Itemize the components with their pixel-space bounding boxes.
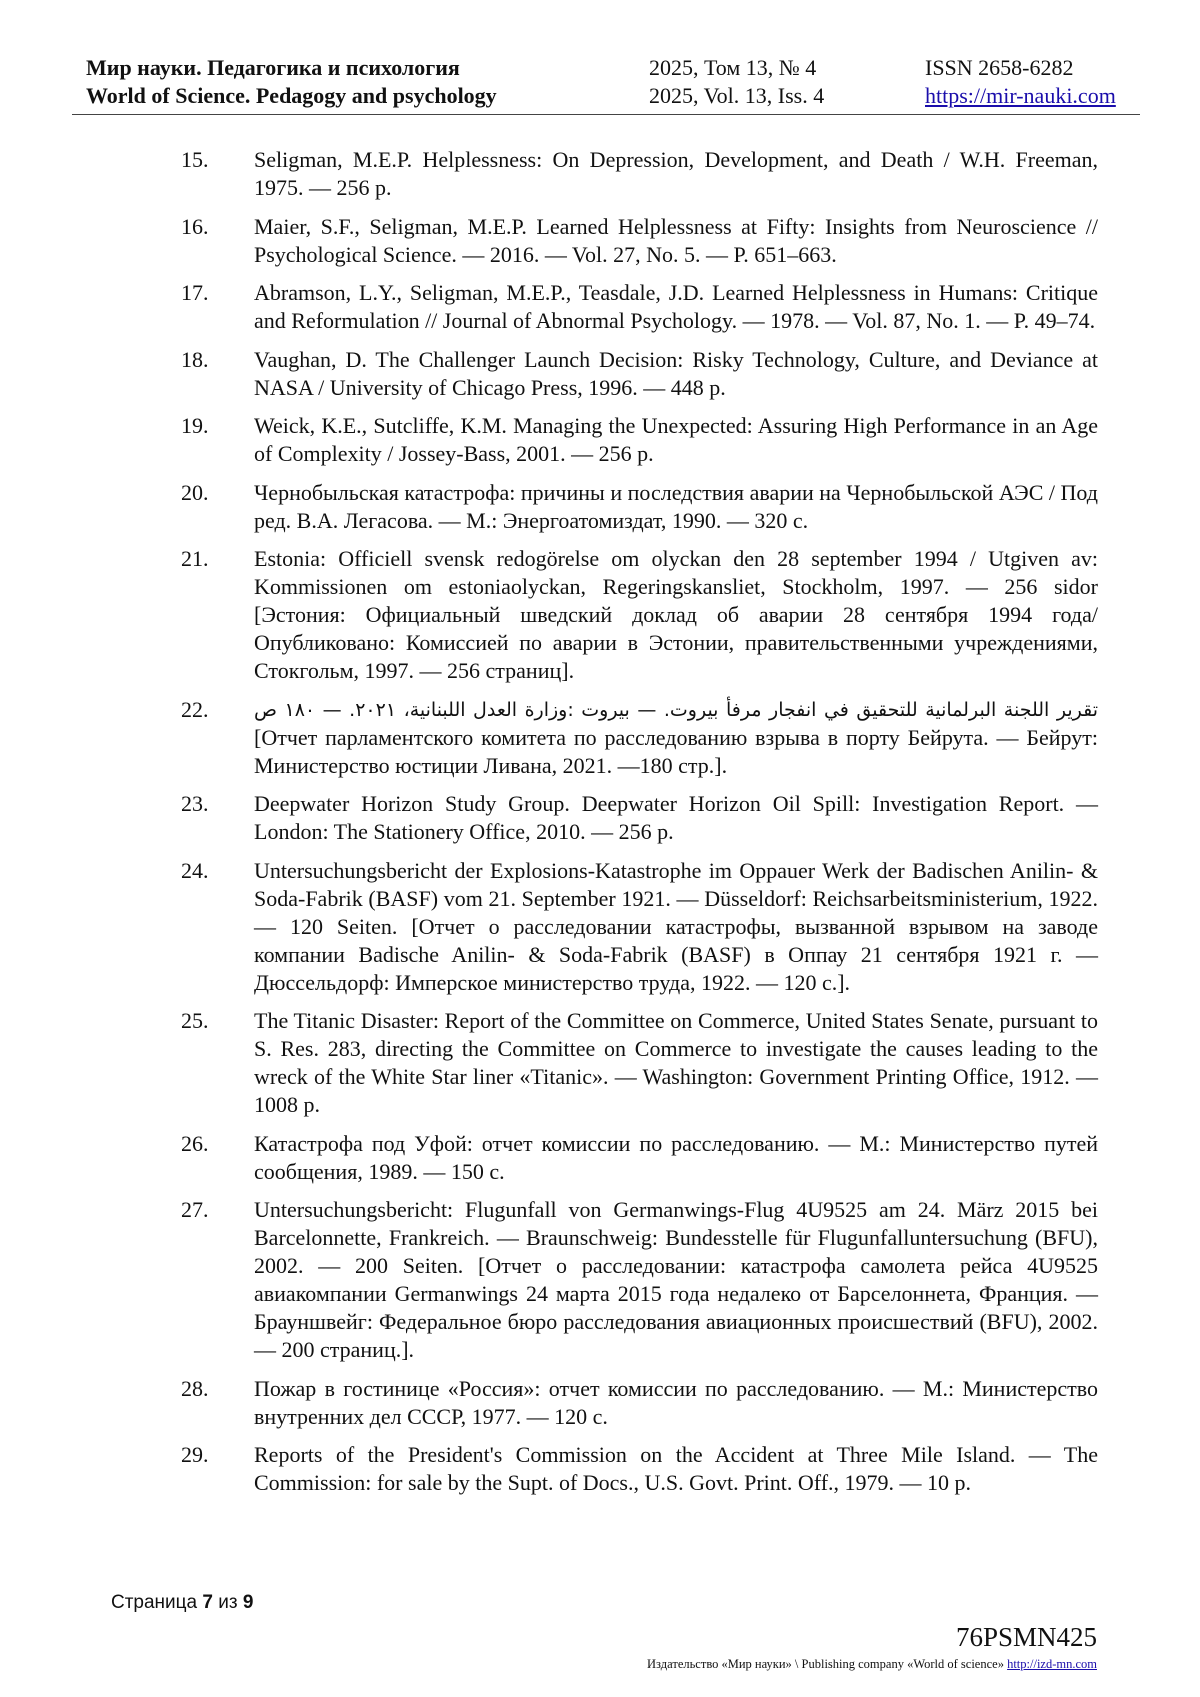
reference-item — [181, 545, 1098, 685]
publisher-line — [647, 1656, 1097, 1672]
reference-number: 19. — [181, 413, 209, 438]
reference-item — [181, 213, 1098, 269]
reference-item — [181, 1130, 1098, 1186]
reference-number: 25. — [181, 1008, 209, 1033]
article-code: 76PSMN425 — [955, 1622, 1097, 1652]
reference-text: Reports of the President's Commission on the Accident at Three Mile Island. — The Commission: for sale by the Supt. of Docs., U.S. Govt. Print. Off., 1979. — 10 p. — [254, 1442, 1098, 1495]
reference-text: Пожар в гостинице «Россия»: отчет комиссии по расследованию. — М.: Министерство внутренних дел СССР, 1977. — 120 с. — [254, 1375, 1098, 1429]
reference-text: Катастрофа под Уфой: отчет комиссии по расследованию. — М.: Министерство путей сообщения, 1989. — 150 с. — [254, 1130, 1098, 1184]
reference-number: 28. — [181, 1375, 209, 1401]
reference-number: 18. — [181, 346, 209, 372]
reference-number: 21. — [181, 546, 209, 571]
reference-list — [181, 146, 1098, 1508]
reference-text: Weick, K.E., Sutcliffe, K.M. Managing the Unexpected: Assuring High Performance in an Age of Complexity / Jossey-Bass, 2001. — 256 p. — [254, 413, 1098, 466]
reference-number: 16. — [181, 213, 209, 239]
reference-item — [181, 412, 1098, 468]
page-of: из — [218, 1592, 238, 1613]
reference-item — [181, 146, 1098, 202]
reference-text: Abramson, L.Y., Seligman, M.E.P., Teasdale, J.D. Learned Helplessness in Humans: Critique and Reformulation // Journal of Abnormal Psychology. — 1978. — Vol. 87, No. 1. — P. 49–74. — [254, 280, 1098, 333]
reference-text: Deepwater Horizon Study Group. Deepwater Horizon Oil Spill: Investigation Report. — London: The Stationery Office, 2010. — 256 p. — [254, 791, 1098, 844]
reference-item — [181, 1196, 1098, 1364]
reference-number: 27. — [181, 1197, 209, 1222]
journal-title-ru: Мир науки. Педагогика и психология — [86, 55, 460, 80]
reference-number: 24. — [181, 857, 209, 883]
reference-item — [181, 1441, 1098, 1497]
reference-text: Estonia: Officiell svensk redogörelse om olyckan den 28 september 1994 / Utgiven av: Kommissionen om estoniaolyckan, Regeringskansliet, Stockholm, 1997. — 256 sidor [Эстония: Официальный шведский доклад об аварии 28 сентября 1994 года/Опубликовано: Комиссией по аварии в Эстонии, правительственными учреждениями, Стокгольм, 1997. — 256 страниц]. — [254, 546, 1098, 683]
page-current: 7 — [202, 1592, 213, 1613]
reference-text: Чернобыльская катастрофа: причины и последствия аварии на Чернобыльской АЭС / Под ред. В.А. Легасова. — М.: Энергоатомиздат, 1990. — 320 с. — [254, 479, 1098, 533]
reference-item — [181, 857, 1098, 997]
reference-text: The Titanic Disaster: Report of the Committee on Commerce, United States Senate, pursuant to S. Res. 283, directing the Committee on Commerce to investigate the causes leading to the wreck of the White Star liner «Titanic». — Washington: Government Printing Office, 1912. — 1008 p. — [254, 1008, 1098, 1117]
reference-number: 15. — [181, 147, 209, 172]
journal-header — [72, 50, 1140, 115]
reference-item — [181, 790, 1098, 846]
issue-info-en: 2025, Vol. 13, Iss. 4 — [649, 83, 825, 108]
reference-item — [181, 279, 1098, 335]
reference-number: 20. — [181, 479, 209, 505]
journal-title-en: World of Science. Pedagogy and psychology — [86, 83, 497, 108]
reference-item — [181, 346, 1098, 402]
publisher-link[interactable]: http://izd-mn.com — [1007, 1657, 1097, 1671]
reference-item — [181, 479, 1098, 535]
reference-text: [Отчет парламентского комитета по расследованию взрыва в порту Бейрута. — Бейрут: Министерство юстиции Ливана, 2021. —180 стр.]. — [254, 724, 1098, 778]
publisher-text: Издательство «Мир науки» \ Publishing company «World of science» — [647, 1657, 1004, 1671]
reference-text: Seligman, M.E.P. Helplessness: On Depression, Development, and Death / W.H. Freeman, 1975. — 256 p. — [254, 147, 1098, 200]
reference-text: Maier, S.F., Seligman, M.E.P. Learned Helplessness at Fifty: Insights from Neuroscience // Psychological Science. — 2016. — Vol. 27, No. 5. — P. 651–663. — [254, 213, 1098, 267]
reference-arabic-text: تقرير اللجنة البرلمانية للتحقيق في انفجار مرفأ بيروت. — بيروت :وزارة العدل اللبنانية، ٢٠٢١. — ١٨٠ ص — [254, 698, 1098, 721]
reference-item — [181, 1375, 1098, 1431]
reference-item — [181, 1007, 1098, 1119]
page-label: Страница — [111, 1592, 198, 1613]
page-total: 9 — [242, 1592, 254, 1613]
reference-number: 22. — [181, 696, 209, 722]
reference-number: 17. — [181, 280, 209, 305]
page-counter — [111, 1591, 253, 1615]
reference-text: Untersuchungsbericht der Explosions-Katastrophe im Oppauer Werk der Badischen Anilin- & Soda-Fabrik (BASF) vom 21. September 1921. — Düsseldorf: Reichsarbeitsministerium, 1922. — 120 Seiten. [Отчет о расследовании катастрофы, вызванной взрывом на заводе компании Badische Anilin- & Soda-Fabrik (BASF) в Оппау 21 сентября 1921 г. — Дюссельдорф: Имперское министерство труда, 1922. — 120 с.]. — [254, 857, 1098, 995]
website-link[interactable]: https://mir-nauki.com — [925, 83, 1116, 108]
reference-text: Untersuchungsbericht: Flugunfall von Germanwings-Flug 4U9525 am 24. März 2015 bei Barcelonnette, Frankreich. — Braunschweig: Bundesstelle für Flugunfalluntersuchung (BFU), 2002. — 200 Seiten. [Отчет о расследовании: катастрофа самолета рейса 4U9525 авиакомпании Germanwings 24 марта 2015 года недалеко от Барселоннета, Франция. — Брауншвейг: Федеральное бюро расследования авиационных происшествий (BFU), 2002. — 200 страниц.]. — [254, 1197, 1098, 1362]
issue-info-ru: 2025, Том 13, № 4 — [649, 55, 817, 80]
issn: ISSN 2658-6282 — [925, 55, 1074, 80]
reference-text: Vaughan, D. The Challenger Launch Decision: Risky Technology, Culture, and Deviance at NASA / University of Chicago Press, 1996. — 448 p. — [254, 346, 1098, 400]
reference-number: 26. — [181, 1130, 209, 1156]
reference-number: 29. — [181, 1442, 209, 1467]
reference-number: 23. — [181, 791, 209, 816]
reference-item — [181, 696, 1098, 780]
